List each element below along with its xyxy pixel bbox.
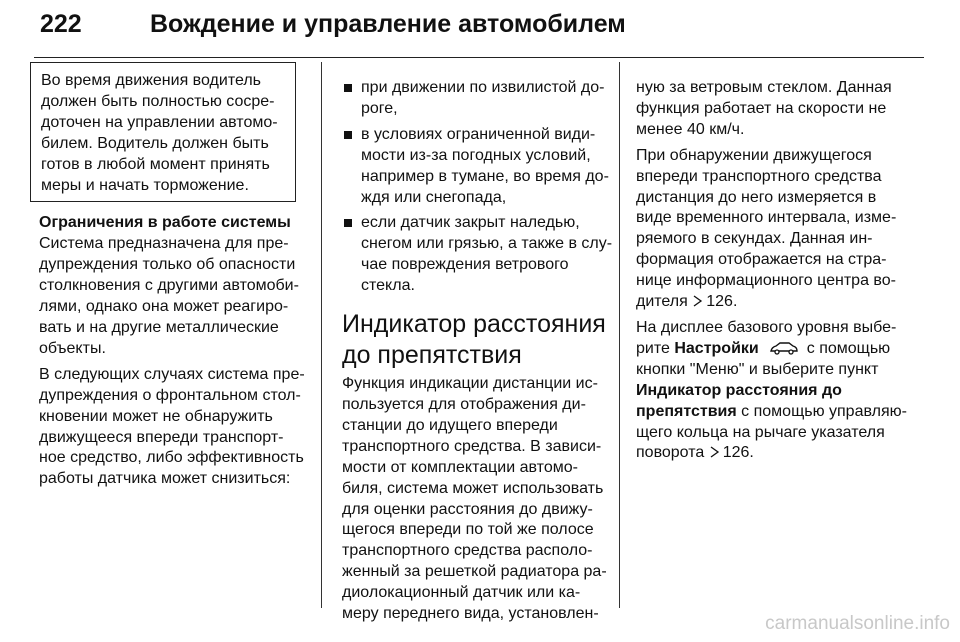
text-fragment: рите xyxy=(636,339,670,357)
text-line: ряемого в секундах. Данная ин- xyxy=(636,230,873,248)
text-line: менее 40 км/ч. xyxy=(636,120,745,138)
text-line: виде временного интервала, изме- xyxy=(636,209,897,227)
text-line: вать и на другие металлические xyxy=(39,318,279,336)
text-line: станции до идущего впереди xyxy=(342,416,558,434)
heading-line: Индикатор расстояния xyxy=(342,310,606,339)
text-line: например в тумане, во время до- xyxy=(361,167,609,185)
text-line: дупреждения о фронтальном стол- xyxy=(39,386,301,404)
text-line: роге, xyxy=(361,99,398,117)
warning-line: Во время движения водитель xyxy=(41,72,262,89)
reference-arrow-icon xyxy=(709,446,721,458)
text-line xyxy=(636,402,906,423)
list-item xyxy=(342,78,605,120)
text-line xyxy=(636,292,906,313)
menu-term-settings: Настройки xyxy=(674,339,759,357)
text-line: транспортного средства располо- xyxy=(342,542,593,560)
text-line: диолокационный датчик или ка- xyxy=(342,584,581,602)
menu-term-obstacle: препятствия xyxy=(636,402,737,420)
text-fragment: поворота xyxy=(636,444,705,462)
text-line: щего кольца на рычаге указателя xyxy=(636,423,885,441)
column-2 xyxy=(342,78,613,625)
text-line: ную за ветровым стеклом. Данная xyxy=(636,79,892,96)
text-line: для оценки расстояния до движу- xyxy=(342,500,593,518)
text-line: работы датчика может снизиться: xyxy=(39,470,291,488)
text-line: стекла. xyxy=(361,277,415,295)
warning-line: меры и начать торможение. xyxy=(41,176,249,194)
text-line: функция работает на скорости не xyxy=(636,99,887,117)
page-number: 222 xyxy=(40,10,82,38)
text-line: При обнаружении движущегося xyxy=(636,146,872,164)
column-3 xyxy=(636,78,906,464)
text-line: Система предназначена для пре- xyxy=(39,235,289,253)
page-header xyxy=(34,10,924,46)
text-line: объекты. xyxy=(39,339,106,357)
text-fragment: с помощью управляю- xyxy=(741,402,907,420)
list-item xyxy=(342,125,609,209)
text-line: лями, однако она может реагиро- xyxy=(39,298,289,316)
warning-line: должен быть полностью сосре- xyxy=(41,92,275,110)
text-line: чае повреждения ветрового xyxy=(361,256,569,274)
text-line: кновении может не обнаружить xyxy=(39,407,273,425)
bullet-square-icon xyxy=(344,131,352,139)
text-line: впереди транспортного средства xyxy=(636,167,882,185)
header-divider xyxy=(34,57,924,58)
text-line: нице информационного центра во- xyxy=(636,272,896,290)
text-line: ждя или снегопада, xyxy=(361,188,507,206)
text-line: дистанция до него измеряется в xyxy=(636,188,877,206)
list-item xyxy=(342,213,613,297)
text-line: Функция индикации дистанции ис- xyxy=(342,375,598,393)
paragraph xyxy=(39,234,305,359)
paragraph xyxy=(636,78,906,141)
warning-line: билем. Водитель должен быть xyxy=(41,134,269,152)
paragraph xyxy=(39,365,305,490)
text-line: пользуется для отображения ди- xyxy=(342,395,586,413)
text-line xyxy=(636,339,906,360)
text-fragment: с помощью xyxy=(806,339,891,357)
warning-box xyxy=(30,62,296,202)
page-reference-link[interactable]: 126. xyxy=(706,293,738,311)
bullet-square-icon xyxy=(344,219,352,227)
text-line: формация отображается на стра- xyxy=(636,251,887,269)
reference-arrow-icon xyxy=(692,295,704,307)
bullet-square-icon xyxy=(344,84,352,92)
text-line: меру переднего вида, установлен- xyxy=(342,605,599,623)
car-icon xyxy=(769,341,799,355)
text-line: в условиях ограниченной види- xyxy=(361,125,596,143)
warning-line: готов в любой момент принять xyxy=(41,155,270,173)
text-line: кнопки "Меню" и выберите пункт xyxy=(636,360,879,378)
text-line: биля, система может использовать xyxy=(342,479,604,497)
text-line xyxy=(636,443,906,464)
column-divider-2 xyxy=(619,62,620,608)
text-line: при движении по извилистой до- xyxy=(361,79,605,96)
warning-line: доточен на управлении автомо- xyxy=(41,113,278,131)
subheading-limitations: Ограничения в работе системы xyxy=(39,214,291,232)
text-line: дупреждения только об опасности xyxy=(39,256,296,274)
text-line: В следующих случаях система пре- xyxy=(39,365,305,383)
paragraph xyxy=(636,146,906,313)
section-heading xyxy=(342,309,605,371)
text-line: столкновения с другими автомоби- xyxy=(39,277,299,295)
text-line: мости из-за погодных условий, xyxy=(361,146,591,164)
text-line: транспортного средства. В зависи- xyxy=(342,437,602,455)
paragraph xyxy=(342,374,605,625)
text-line: На дисплее базового уровня выбе- xyxy=(636,318,897,336)
text-fragment: дителя xyxy=(636,293,688,311)
watermark-text: carmanualsonline.info xyxy=(765,613,950,634)
text-line: щегося впереди по той же полосе xyxy=(342,521,594,539)
text-line: мости от комплектации автомо- xyxy=(342,458,578,476)
column-divider-1 xyxy=(321,62,322,608)
text-line: женный за решеткой радиатора ра- xyxy=(342,563,607,581)
page-title: Вождение и управление автомобилем xyxy=(150,10,626,38)
text-line: снегом или грязью, а также в слу- xyxy=(361,235,613,253)
text-line: если датчик закрыт наледью, xyxy=(361,214,580,232)
paragraph xyxy=(636,318,906,464)
text-line: движущееся впереди транспорт- xyxy=(39,428,284,446)
column-1 xyxy=(39,62,305,490)
heading-line: до препятствия xyxy=(342,341,522,370)
text-line: ное средство, либо эффективность xyxy=(39,449,304,467)
page-reference-link[interactable]: 126. xyxy=(722,444,754,462)
menu-term-distance-indicator: Индикатор расстояния до xyxy=(636,381,842,399)
